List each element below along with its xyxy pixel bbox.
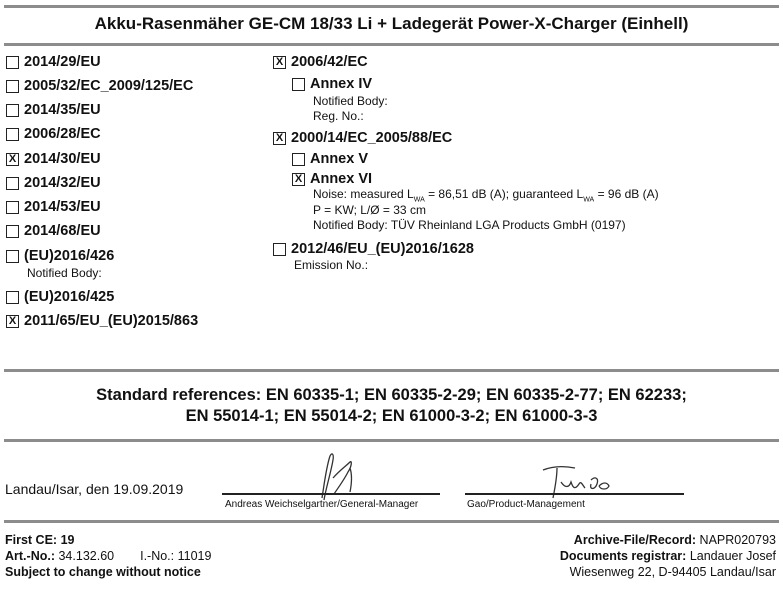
signer-1: Andreas Weichselgartner/General-Manager <box>225 499 419 510</box>
checkbox-unchecked[interactable] <box>6 128 19 141</box>
directive-2012-46-eu[interactable]: 2012/46/EU_(EU)2016/1628 <box>273 240 474 258</box>
checkbox-unchecked[interactable] <box>6 201 19 214</box>
directive-2000-14-ec[interactable]: X 2000/14/EC_2005/88/EC <box>273 129 452 147</box>
notified-body-note: Notified Body: <box>27 266 102 280</box>
checkbox-unchecked[interactable] <box>6 250 19 263</box>
directive-item[interactable]: 2014/29/EU <box>6 53 101 71</box>
signer-2: Gao/Product-Management <box>467 499 585 510</box>
directive-item[interactable]: 2014/53/EU <box>6 198 101 216</box>
checkbox-unchecked[interactable] <box>292 153 305 166</box>
emission-no: Emission No.: <box>294 258 369 272</box>
directive-item[interactable]: 2014/35/EU <box>6 101 101 119</box>
article-number: Art.-No.: 34.132.60 I.-No.: 11019 <box>5 549 212 563</box>
directive-item[interactable]: 2005/32/EC_2009/125/EC <box>6 77 193 95</box>
page-title: Akku-Rasenmäher GE-CM 18/33 Li + Ladegerät Power-X-Charger (Einhell) <box>94 14 689 33</box>
checkbox-checked[interactable]: X <box>273 132 286 145</box>
checkbox-unchecked[interactable] <box>292 78 305 91</box>
top-rule <box>4 5 779 8</box>
footer-rule <box>4 520 779 523</box>
address: Wiesenweg 22, D-94405 Landau/Isar <box>569 565 776 579</box>
power-line: P = KW; L/Ø = 33 cm <box>313 203 426 217</box>
annex-v[interactable]: Annex V <box>292 150 368 168</box>
directive-item[interactable]: 2014/32/EU <box>6 174 101 192</box>
standards-top-rule <box>4 369 779 372</box>
checkbox-checked[interactable]: X <box>6 315 19 328</box>
signature-line-2 <box>465 493 684 495</box>
checkbox-unchecked[interactable] <box>6 104 19 117</box>
annex-vi[interactable]: X Annex VI <box>292 170 372 188</box>
directive-item[interactable]: 2014/68/EU <box>6 222 101 240</box>
place-date: Landau/Isar, den 19.09.2019 <box>5 481 184 497</box>
annex-iv[interactable]: Annex IV <box>292 75 372 93</box>
first-ce: First CE: 19 <box>5 533 75 547</box>
checkbox-checked[interactable]: X <box>273 56 286 69</box>
archive-record: Archive-File/Record: NAPR020793 <box>573 533 776 547</box>
notified-body: Notified Body: TÜV Rheinland LGA Products GmbH (0197) <box>313 218 626 232</box>
signature-gao <box>535 460 615 504</box>
title-rule <box>4 43 779 46</box>
directive-2006-42-ec[interactable]: X 2006/42/EC <box>273 53 368 71</box>
checkbox-unchecked[interactable] <box>6 225 19 238</box>
standard-references-line2: EN 55014-1; EN 55014-2; EN 61000-3-2; EN 61000-3-3 <box>185 407 598 425</box>
directive-item[interactable]: (EU)2016/426 <box>6 247 114 265</box>
documents-registrar: Documents registrar: Landauer Josef <box>559 549 776 563</box>
checkbox-unchecked[interactable] <box>273 243 286 256</box>
directive-item[interactable]: 2006/28/EC <box>6 125 101 143</box>
subject-note: Subject to change without notice <box>5 565 201 579</box>
checkbox-unchecked[interactable] <box>6 291 19 304</box>
signature-line-1 <box>222 493 440 495</box>
standards-bottom-rule <box>4 439 779 442</box>
directive-item[interactable]: X 2014/30/EU <box>6 150 101 168</box>
checkbox-unchecked[interactable] <box>6 80 19 93</box>
noise-values: Noise: measured $L_{WA} = 86,51$ dB (A); guaranteed $L_{WA} = 96$ dB (A) <box>313 187 659 204</box>
directive-item[interactable]: (EU)2016/425 <box>6 288 114 306</box>
checkbox-unchecked[interactable] <box>6 177 19 190</box>
checkbox-unchecked[interactable] <box>6 56 19 69</box>
directive-item[interactable]: X 2011/65/EU_(EU)2015/863 <box>6 312 198 330</box>
standard-references-line1: Standard references: EN 60335-1; EN 60335-2-29; EN 60335-2-77; EN 62233; <box>96 386 687 404</box>
checkbox-checked[interactable]: X <box>292 173 305 186</box>
checkbox-checked[interactable]: X <box>6 153 19 166</box>
annex-iv-notified-body: Notified Body: <box>313 94 388 108</box>
annex-iv-reg-no: Reg. No.: <box>313 109 364 123</box>
